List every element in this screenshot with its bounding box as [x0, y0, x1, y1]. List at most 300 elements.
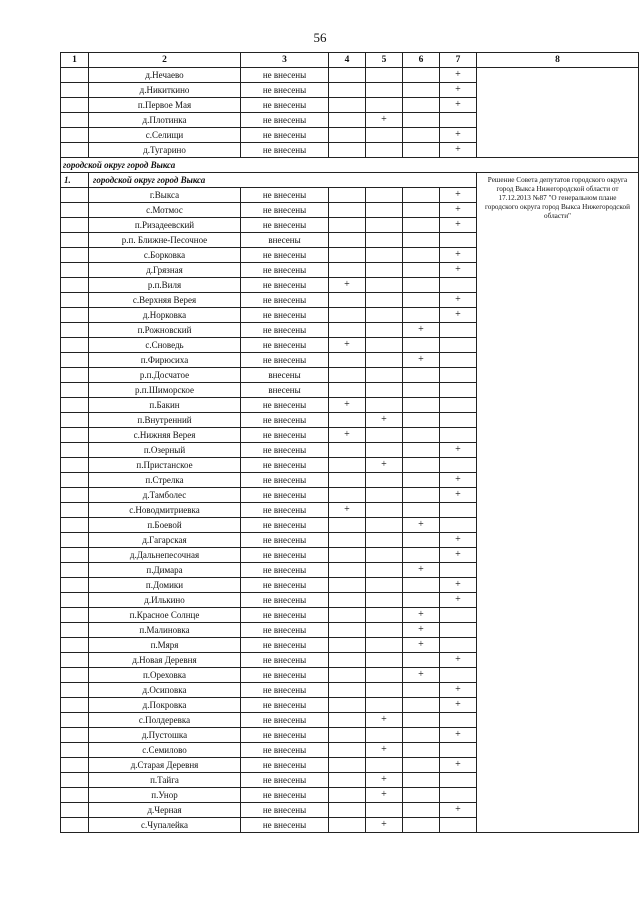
mark-cell — [329, 818, 366, 833]
settlement-name: п.Малиновка — [89, 623, 241, 638]
row-index-cell — [61, 68, 89, 83]
column-header: 7 — [440, 53, 477, 68]
row-index-cell — [61, 608, 89, 623]
mark-cell: + — [440, 698, 477, 713]
mark-cell — [329, 578, 366, 593]
status-cell: не внесены — [241, 668, 329, 683]
mark-cell — [366, 218, 403, 233]
settlement-name: д.Дальнепесочная — [89, 548, 241, 563]
settlement-name: р.п. Ближне-Песочное — [89, 233, 241, 248]
mark-cell — [329, 653, 366, 668]
mark-cell — [329, 788, 366, 803]
mark-cell — [403, 308, 440, 323]
settlement-name: п.Стрелка — [89, 473, 241, 488]
mark-cell — [366, 683, 403, 698]
row-index-cell — [61, 113, 89, 128]
mark-cell — [366, 353, 403, 368]
settlement-name: д.Тугарино — [89, 143, 241, 158]
mark-cell — [403, 218, 440, 233]
status-cell: не внесены — [241, 263, 329, 278]
mark-cell — [366, 443, 403, 458]
status-cell: не внесены — [241, 638, 329, 653]
mark-cell: + — [440, 143, 477, 158]
mark-cell — [403, 188, 440, 203]
mark-cell — [329, 608, 366, 623]
mark-cell — [329, 563, 366, 578]
mark-cell: + — [440, 653, 477, 668]
mark-cell — [366, 803, 403, 818]
mark-cell: + — [403, 353, 440, 368]
mark-cell — [403, 278, 440, 293]
settlement-name: д.Покровка — [89, 698, 241, 713]
mark-cell: + — [403, 668, 440, 683]
mark-cell — [366, 83, 403, 98]
settlement-name: д.Плотинка — [89, 113, 241, 128]
mark-cell — [403, 743, 440, 758]
mark-cell — [366, 188, 403, 203]
mark-cell — [329, 353, 366, 368]
mark-cell: + — [440, 443, 477, 458]
row-index-cell — [61, 473, 89, 488]
settlement-name: п.Тайга — [89, 773, 241, 788]
mark-cell: + — [329, 428, 366, 443]
status-cell: не внесены — [241, 413, 329, 428]
row-index-cell — [61, 308, 89, 323]
row-index-cell — [61, 233, 89, 248]
status-cell: внесены — [241, 383, 329, 398]
mark-cell: + — [403, 638, 440, 653]
status-cell: не внесены — [241, 458, 329, 473]
row-index-cell — [61, 698, 89, 713]
mark-cell — [329, 743, 366, 758]
mark-cell — [403, 413, 440, 428]
subsection-row — [61, 173, 639, 188]
mark-cell: + — [440, 128, 477, 143]
settlement-name: с.Новодмитриевка — [89, 503, 241, 518]
status-cell: не внесены — [241, 188, 329, 203]
mark-cell — [403, 98, 440, 113]
column-header: 2 — [89, 53, 241, 68]
mark-cell — [329, 218, 366, 233]
mark-cell — [403, 113, 440, 128]
mark-cell — [403, 653, 440, 668]
settlement-name: с.Сноведь — [89, 338, 241, 353]
row-index-cell — [61, 413, 89, 428]
status-cell: не внесены — [241, 818, 329, 833]
mark-cell — [440, 383, 477, 398]
mark-cell — [366, 428, 403, 443]
status-cell: не внесены — [241, 743, 329, 758]
status-cell: не внесены — [241, 278, 329, 293]
mark-cell: + — [329, 338, 366, 353]
row-index-cell — [61, 803, 89, 818]
settlement-name: д.Грязная — [89, 263, 241, 278]
column-header: 1 — [61, 53, 89, 68]
mark-cell — [440, 323, 477, 338]
note-cell-empty — [477, 68, 639, 158]
row-index-cell — [61, 383, 89, 398]
mark-cell: + — [403, 323, 440, 338]
mark-cell — [329, 443, 366, 458]
mark-cell — [329, 803, 366, 818]
settlement-name: д.Пустошка — [89, 728, 241, 743]
mark-cell: + — [440, 263, 477, 278]
status-cell: не внесены — [241, 713, 329, 728]
status-cell: внесены — [241, 233, 329, 248]
mark-cell — [329, 758, 366, 773]
mark-cell — [366, 653, 403, 668]
subsection-title: городской округ город Выкса — [89, 173, 477, 188]
mark-cell — [440, 563, 477, 578]
settlement-name: г.Выкса — [89, 188, 241, 203]
status-cell: не внесены — [241, 593, 329, 608]
mark-cell: + — [366, 773, 403, 788]
mark-cell — [366, 488, 403, 503]
settlement-name: р.п.Шиморское — [89, 383, 241, 398]
status-cell: не внесены — [241, 428, 329, 443]
status-cell: внесены — [241, 368, 329, 383]
row-index-cell — [61, 818, 89, 833]
table-header — [61, 53, 639, 68]
settlement-name: п.Красное Солнце — [89, 608, 241, 623]
settlement-name: п.Ореховка — [89, 668, 241, 683]
mark-cell — [366, 518, 403, 533]
mark-cell — [440, 743, 477, 758]
mark-cell — [366, 233, 403, 248]
page-number: 56 — [313, 30, 327, 45]
mark-cell — [329, 593, 366, 608]
mark-cell: + — [440, 68, 477, 83]
mark-cell — [403, 458, 440, 473]
mark-cell — [403, 203, 440, 218]
settlement-name: д.Старая Деревня — [89, 758, 241, 773]
row-index-cell — [61, 293, 89, 308]
settlement-name: д.Новая Деревня — [89, 653, 241, 668]
row-index-cell — [61, 548, 89, 563]
mark-cell — [403, 803, 440, 818]
mark-cell: + — [329, 278, 366, 293]
row-index-cell — [61, 128, 89, 143]
mark-cell — [366, 263, 403, 278]
row-index-cell — [61, 83, 89, 98]
status-cell: не внесены — [241, 683, 329, 698]
row-index-cell — [61, 188, 89, 203]
mark-cell — [366, 638, 403, 653]
settlement-name: п.Димара — [89, 563, 241, 578]
status-cell: не внесены — [241, 623, 329, 638]
status-cell: не внесены — [241, 323, 329, 338]
mark-cell — [366, 203, 403, 218]
mark-cell — [440, 278, 477, 293]
row-index-cell — [61, 728, 89, 743]
mark-cell — [329, 698, 366, 713]
status-cell: не внесены — [241, 113, 329, 128]
settlement-name: п.Фирюсиха — [89, 353, 241, 368]
mark-cell — [366, 503, 403, 518]
table-row — [61, 68, 639, 83]
mark-cell — [440, 398, 477, 413]
mark-cell: + — [403, 518, 440, 533]
status-cell: не внесены — [241, 698, 329, 713]
mark-cell: + — [440, 203, 477, 218]
settlement-name: п.Домики — [89, 578, 241, 593]
status-cell: не внесены — [241, 218, 329, 233]
settlement-name: п.Ризадеевский — [89, 218, 241, 233]
row-index-cell — [61, 203, 89, 218]
mark-cell — [329, 188, 366, 203]
mark-cell — [403, 773, 440, 788]
mark-cell — [329, 728, 366, 743]
mark-cell — [403, 788, 440, 803]
mark-cell — [403, 293, 440, 308]
mark-cell — [329, 518, 366, 533]
mark-cell — [329, 68, 366, 83]
mark-cell: + — [403, 623, 440, 638]
mark-cell — [403, 593, 440, 608]
mark-cell: + — [440, 98, 477, 113]
row-index-cell — [61, 653, 89, 668]
mark-cell — [366, 668, 403, 683]
mark-cell — [366, 293, 403, 308]
mark-cell — [440, 518, 477, 533]
settlement-name: п.Внутренний — [89, 413, 241, 428]
mark-cell — [329, 113, 366, 128]
mark-cell — [440, 773, 477, 788]
settlement-name: д.Нечаево — [89, 68, 241, 83]
mark-cell: + — [366, 458, 403, 473]
status-cell: не внесены — [241, 563, 329, 578]
row-index-cell — [61, 578, 89, 593]
status-cell: не внесены — [241, 548, 329, 563]
settlement-name: р.п.Виля — [89, 278, 241, 293]
mark-cell — [403, 473, 440, 488]
row-index-cell — [61, 668, 89, 683]
mark-cell — [329, 203, 366, 218]
mark-cell — [329, 773, 366, 788]
mark-cell — [440, 233, 477, 248]
settlement-name: д.Гагарская — [89, 533, 241, 548]
status-cell: не внесены — [241, 803, 329, 818]
status-cell: не внесены — [241, 353, 329, 368]
settlement-name: д.Осиповка — [89, 683, 241, 698]
section-row — [61, 158, 639, 173]
row-index-cell — [61, 563, 89, 578]
mark-cell — [403, 548, 440, 563]
mark-cell — [366, 98, 403, 113]
status-cell: не внесены — [241, 398, 329, 413]
mark-cell — [366, 248, 403, 263]
mark-cell: + — [440, 488, 477, 503]
status-cell: не внесены — [241, 728, 329, 743]
column-header: 3 — [241, 53, 329, 68]
mark-cell — [403, 263, 440, 278]
mark-cell — [440, 638, 477, 653]
mark-cell — [440, 413, 477, 428]
mark-cell: + — [440, 728, 477, 743]
mark-cell — [403, 68, 440, 83]
mark-cell — [366, 68, 403, 83]
status-cell: не внесены — [241, 443, 329, 458]
mark-cell — [440, 713, 477, 728]
mark-cell — [366, 308, 403, 323]
mark-cell: + — [440, 548, 477, 563]
row-index-cell — [61, 443, 89, 458]
mark-cell — [440, 668, 477, 683]
mark-cell — [403, 488, 440, 503]
mark-cell — [329, 263, 366, 278]
settlement-name: д.Черная — [89, 803, 241, 818]
mark-cell — [366, 323, 403, 338]
mark-cell — [366, 533, 403, 548]
row-index-cell — [61, 713, 89, 728]
settlement-name: д.Илькино — [89, 593, 241, 608]
column-header: 4 — [329, 53, 366, 68]
settlement-name: п.Рожновский — [89, 323, 241, 338]
mark-cell — [403, 248, 440, 263]
status-cell: не внесены — [241, 68, 329, 83]
mark-cell — [440, 113, 477, 128]
mark-cell — [403, 143, 440, 158]
mark-cell: + — [440, 533, 477, 548]
row-index-cell — [61, 428, 89, 443]
row-index-cell — [61, 263, 89, 278]
mark-cell: + — [366, 818, 403, 833]
mark-cell — [329, 548, 366, 563]
mark-cell — [440, 338, 477, 353]
mark-cell — [403, 503, 440, 518]
status-cell: не внесены — [241, 203, 329, 218]
mark-cell — [403, 713, 440, 728]
row-index-cell — [61, 638, 89, 653]
row-index-cell — [61, 398, 89, 413]
mark-cell: + — [366, 788, 403, 803]
mark-cell: + — [440, 188, 477, 203]
mark-cell — [329, 233, 366, 248]
settlement-name: д.Норковка — [89, 308, 241, 323]
status-cell: не внесены — [241, 788, 329, 803]
mark-cell — [329, 473, 366, 488]
mark-cell — [366, 578, 403, 593]
mark-cell — [403, 233, 440, 248]
mark-cell: + — [440, 308, 477, 323]
row-index-cell — [61, 773, 89, 788]
mark-cell — [440, 368, 477, 383]
mark-cell: + — [440, 83, 477, 98]
mark-cell — [329, 83, 366, 98]
mark-cell — [440, 458, 477, 473]
subsection-number: 1. — [61, 173, 89, 188]
mark-cell — [440, 623, 477, 638]
row-index-cell — [61, 338, 89, 353]
mark-cell — [366, 548, 403, 563]
mark-cell — [329, 638, 366, 653]
mark-cell — [366, 608, 403, 623]
row-index-cell — [61, 623, 89, 638]
settlement-name: р.п.Досчатое — [89, 368, 241, 383]
settlement-name: с.Полдеревка — [89, 713, 241, 728]
row-index-cell — [61, 503, 89, 518]
status-cell: не внесены — [241, 128, 329, 143]
status-cell: не внесены — [241, 653, 329, 668]
mark-cell: + — [440, 593, 477, 608]
row-index-cell — [61, 353, 89, 368]
mark-cell — [366, 338, 403, 353]
status-cell: не внесены — [241, 518, 329, 533]
mark-cell — [329, 413, 366, 428]
mark-cell — [329, 713, 366, 728]
mark-cell — [403, 533, 440, 548]
row-index-cell — [61, 368, 89, 383]
status-cell: не внесены — [241, 578, 329, 593]
status-cell: не внесены — [241, 533, 329, 548]
mark-cell — [329, 458, 366, 473]
mark-cell — [403, 383, 440, 398]
mark-cell — [329, 323, 366, 338]
settlement-name: с.Чупалейка — [89, 818, 241, 833]
row-index-cell — [61, 248, 89, 263]
status-cell: не внесены — [241, 98, 329, 113]
mark-cell — [403, 683, 440, 698]
status-cell: не внесены — [241, 293, 329, 308]
mark-cell: + — [440, 248, 477, 263]
section-title: городской округ город Выкса — [61, 158, 639, 173]
mark-cell: + — [440, 758, 477, 773]
row-index-cell — [61, 218, 89, 233]
mark-cell — [329, 308, 366, 323]
row-index-cell — [61, 323, 89, 338]
row-index-cell — [61, 593, 89, 608]
mark-cell — [366, 128, 403, 143]
mark-cell — [329, 383, 366, 398]
mark-cell — [403, 83, 440, 98]
mark-cell: + — [403, 608, 440, 623]
status-cell: не внесены — [241, 83, 329, 98]
row-index-cell — [61, 278, 89, 293]
mark-cell — [403, 398, 440, 413]
mark-cell: + — [440, 293, 477, 308]
mark-cell — [403, 698, 440, 713]
mark-cell — [403, 578, 440, 593]
status-cell: не внесены — [241, 338, 329, 353]
mark-cell — [366, 278, 403, 293]
mark-cell: + — [440, 683, 477, 698]
status-cell: не внесены — [241, 308, 329, 323]
decision-note: Решение Совета депутатов городского округа город Выкса Нижегородской области от 17.12.2013 №87 "О генеральном плане городского округа город Выкса Нижегородской области" — [477, 173, 639, 833]
mark-cell — [403, 728, 440, 743]
settlement-name: п.Первое Мая — [89, 98, 241, 113]
mark-cell — [403, 443, 440, 458]
mark-cell — [366, 623, 403, 638]
mark-cell — [366, 398, 403, 413]
mark-cell — [366, 593, 403, 608]
settlement-name: п.Бакин — [89, 398, 241, 413]
settlement-name: п.Мяря — [89, 638, 241, 653]
mark-cell — [329, 368, 366, 383]
mark-cell — [329, 293, 366, 308]
status-cell: не внесены — [241, 758, 329, 773]
mark-cell — [403, 428, 440, 443]
mark-cell — [440, 353, 477, 368]
settlement-name: п.Озерный — [89, 443, 241, 458]
status-cell: не внесены — [241, 773, 329, 788]
mark-cell: + — [440, 218, 477, 233]
status-cell: не внесены — [241, 503, 329, 518]
mark-cell — [403, 338, 440, 353]
mark-cell — [403, 818, 440, 833]
mark-cell — [366, 728, 403, 743]
mark-cell: + — [440, 803, 477, 818]
settlement-name: с.Нижняя Верея — [89, 428, 241, 443]
